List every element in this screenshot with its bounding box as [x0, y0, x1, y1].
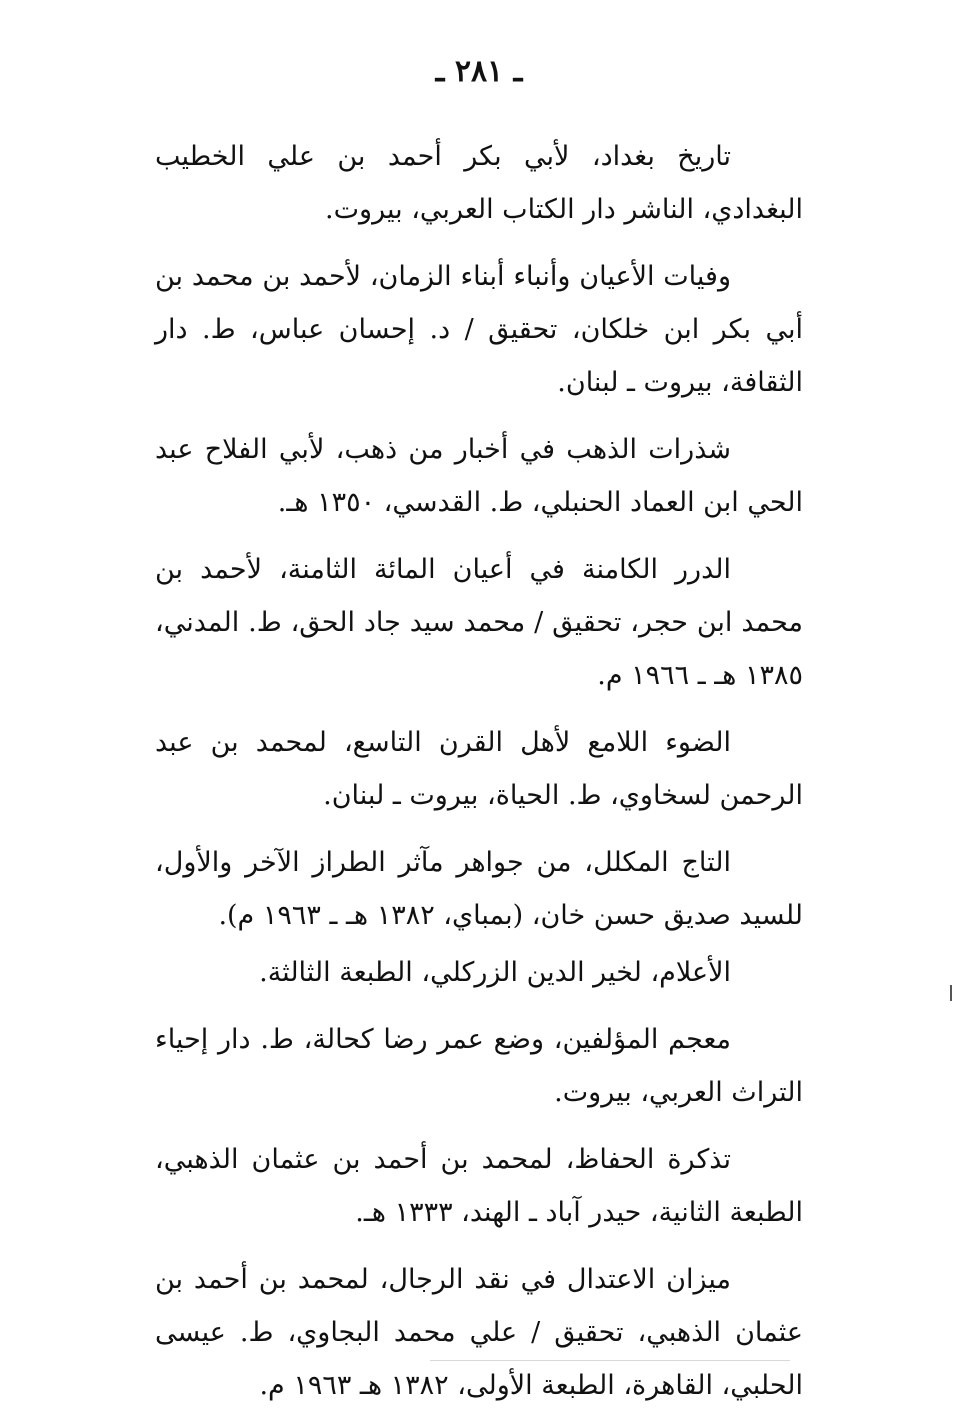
bibliography-entry: وفيات الأعيان وأنباء أبناء الزمان، لأحمد بن محمد بن أبي بكر ابن خلكان، تحقيق / د. إحسان عباس، ط. دار الثقافة، بيروت ـ لبنان. [155, 261, 803, 398]
bibliography-entry: الدرر الكامنة في أعيان المائة الثامنة، لأحمد بن محمد ابن حجر، تحقيق / محمد سيد جاد الحق، ط. المدني، ١٣٨٥ هـ ـ ١٩٦٦ م. [155, 554, 803, 691]
scan-footer-line [430, 1360, 790, 1361]
bibliography-entry: الضوء اللامع لأهل القرن التاسع، لمحمد بن عبد الرحمن لسخاوي، ط. الحياة، بيروت ـ لبنان. [155, 727, 803, 811]
bibliography-entry: معجم المؤلفين، وضع عمر رضا كحالة، ط. دار إحياء التراث العربي، بيروت. [155, 1024, 803, 1108]
bibliography-entry: الأعلام، لخير الدين الزركلي، الطبعة الثالثة. [259, 957, 731, 988]
bibliography-list [155, 130, 803, 1426]
page-number: ـ ٢٨١ ـ [435, 54, 523, 89]
scan-margin-mark [950, 985, 952, 1001]
bibliography-entry: تاريخ بغداد، لأبي بكر أحمد بن علي الخطيب البغدادي، الناشر دار الكتاب العربي، بيروت. [155, 141, 803, 225]
bibliography-entry: تذكرة الحفاظ، لمحمد بن أحمد بن عثمان الذهبي، الطبعة الثانية، حيدر آباد ـ الهند، ١٣٣٣ هـ. [155, 1144, 803, 1228]
bibliography-entry: شذرات الذهب في أخبار من ذهب، لأبي الفلاح عبد الحي ابن العماد الحنبلي، ط. القدسي، ١٣٥٠ هـ. [155, 434, 803, 518]
bibliography-entry: التاج المكلل، من جواهر مآثر الطراز الآخر والأول، للسيد صديق حسن خان، (بمباي، ١٣٨٢ هـ ـ ١٩٦٣ م). [155, 847, 803, 931]
bibliography-entry: ميزان الاعتدال في نقد الرجال، لمحمد بن أحمد بن عثمان الذهبي، تحقيق / علي محمد البجاوي، ط. عيسى الحلبي، القاهرة، الطبعة الأولى، ١٣٨٢ هـ ١٩٦٣ م. [155, 1264, 803, 1401]
